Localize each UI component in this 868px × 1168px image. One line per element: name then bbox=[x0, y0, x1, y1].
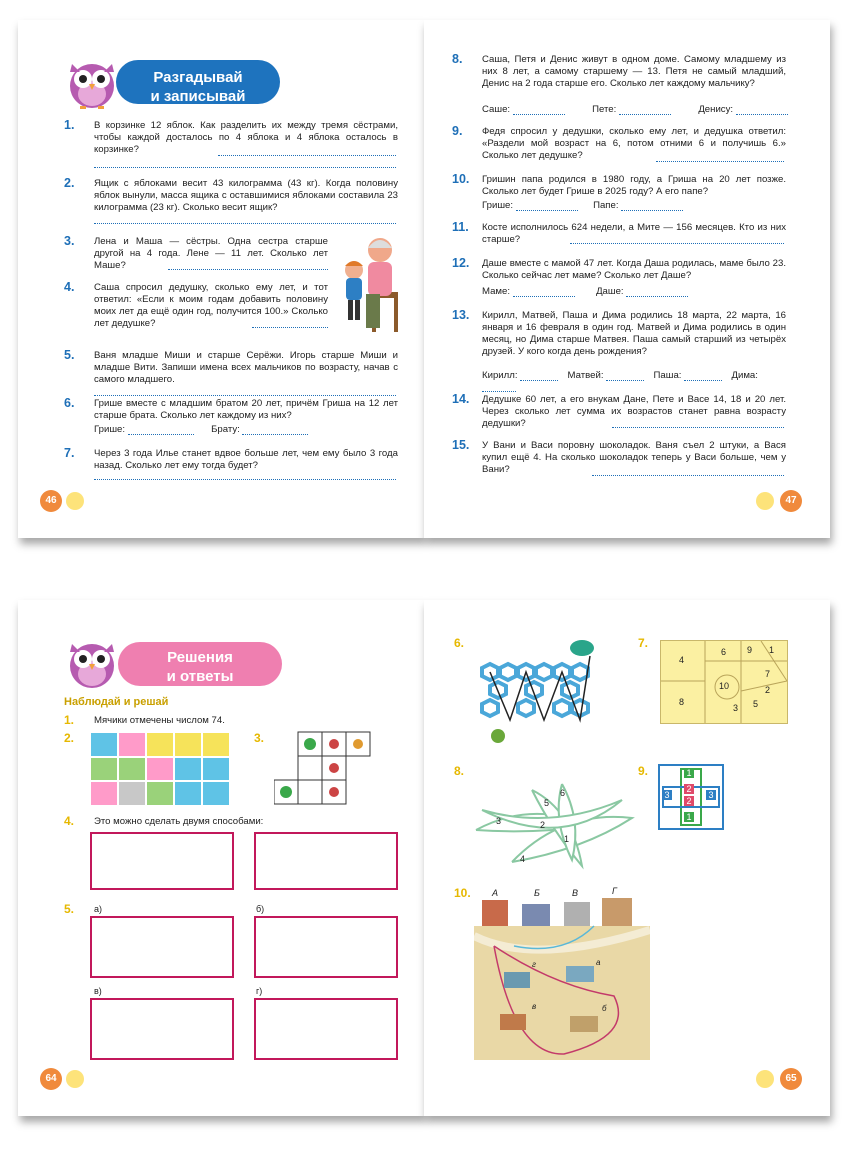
page-number: 46 bbox=[40, 490, 62, 512]
section-banner: Решения и ответы bbox=[118, 642, 282, 686]
answer-field[interactable] bbox=[684, 370, 722, 381]
map-label: В bbox=[572, 888, 579, 898]
leaf-figure bbox=[472, 770, 642, 870]
map-label: А bbox=[492, 888, 499, 898]
figure-number: 2 bbox=[684, 796, 694, 806]
problem-11: 11. Косте исполнилось 624 недели, а Мите — 156 месяцев. Кто из них старше? bbox=[452, 220, 786, 245]
figure-number: 2 bbox=[765, 685, 771, 695]
item-number: 1. bbox=[64, 713, 75, 727]
answer-text: Это можно сделать двумя способами: bbox=[94, 816, 264, 827]
answer-field[interactable] bbox=[606, 370, 644, 381]
figure-number: 3 bbox=[733, 703, 739, 713]
figure-number: 5 bbox=[753, 699, 759, 709]
map-label: в bbox=[532, 1002, 537, 1011]
sub-label: в) bbox=[94, 986, 102, 996]
figure-number: 3 bbox=[496, 816, 502, 826]
shape-puzzle-figure bbox=[660, 640, 788, 724]
figure-number: 4 bbox=[679, 655, 685, 665]
figure-number: 6 bbox=[721, 647, 727, 657]
answer-field[interactable] bbox=[520, 370, 558, 381]
square-figure bbox=[658, 764, 724, 830]
answer-line[interactable] bbox=[592, 474, 784, 476]
lightbulb-icon bbox=[66, 492, 84, 510]
problem-7: 7. Через 3 года Илье станет вдвое больше лет, чем ему было 3 года назад. Сколько лет ему тогда будет? bbox=[64, 446, 398, 471]
map-label: а bbox=[596, 958, 601, 967]
figure-number: 4 bbox=[520, 854, 526, 864]
answer-field[interactable] bbox=[621, 200, 683, 211]
answer-line[interactable] bbox=[168, 268, 328, 270]
sub-label: б) bbox=[256, 904, 265, 914]
book-page-65 bbox=[424, 600, 830, 1116]
answer-field[interactable] bbox=[516, 200, 578, 211]
lightbulb-icon bbox=[756, 492, 774, 510]
answer-field[interactable] bbox=[736, 104, 788, 115]
book-page-47 bbox=[424, 20, 830, 538]
map-label: г bbox=[532, 960, 536, 969]
answer-field[interactable] bbox=[128, 424, 194, 435]
figure-number: 10 bbox=[719, 681, 730, 691]
page-number: 47 bbox=[780, 490, 802, 512]
answer-line[interactable] bbox=[612, 426, 784, 428]
figure-number: 1 bbox=[684, 812, 694, 822]
lightbulb-icon bbox=[66, 1070, 84, 1088]
tile-figure bbox=[274, 730, 374, 810]
book-page-46 bbox=[18, 20, 424, 538]
problem-13: 13. Кирилл, Матвей, Паша и Дима родились 18 марта, 22 марта, 16 января и 16 февраля в один год. Матвей и Дима родились в один месяц, но Дима старше Матвея. Паша самый старший из четырёх друзей. У кого когда день рождения? bbox=[452, 308, 786, 357]
problem-9: 9. Федя спросил у дедушки, сколько ему лет, и дедушка ответил: «Раздели мой возраст на 6, потом отними 6 и получишь 6.» Сколько лет дедушке? bbox=[452, 124, 786, 161]
figure-number: 3 bbox=[662, 790, 672, 800]
answer-field[interactable] bbox=[626, 286, 688, 297]
problem-5: 5. Ваня младше Миши и старше Серёжи. Игорь старше Миши и младше Вити. Запиши имена всех мальчиков по возрасту, начав с самого младшего. bbox=[64, 348, 398, 385]
solution-box bbox=[254, 998, 398, 1060]
problem-3: 3. Лена и Маша — сёстры. Одна сестра старше другой на 4 года. Лене — 11 лет. Сколько лет Маше? bbox=[64, 234, 328, 271]
problem-14: 14. Дедушке 60 лет, а его внукам Дане, Пете и Васе 14, 18 и 20 лет. Через сколько лет сумма их возрастов станет равна возрасту дедушки? bbox=[452, 392, 786, 429]
answer-field[interactable] bbox=[513, 286, 575, 297]
answer-line[interactable] bbox=[570, 242, 784, 244]
figure-number: 1 bbox=[564, 834, 570, 844]
problem-4: 4. Саша спросил дедушку, сколько ему лет, и тот ответил: «Если к моим годам добавить половину моих лет да ещё один год, получится 100.» Сколько лет дедушке? bbox=[64, 280, 328, 329]
grandpa-illustration bbox=[336, 232, 408, 336]
solution-box bbox=[90, 832, 234, 890]
item-number: 2. bbox=[64, 731, 75, 745]
problem-6: 6. Грише вместе с младшим братом 20 лет, причём Гриша на 12 лет старше брата. Сколько лет каждому из них? bbox=[64, 396, 398, 421]
map-label: б bbox=[602, 1004, 607, 1013]
answer-row-p10: Грише: Папе: bbox=[482, 200, 742, 211]
answer-text: Мячики отмечены числом 74. bbox=[94, 715, 225, 726]
owl-icon bbox=[62, 54, 122, 115]
figure-number: 5 bbox=[544, 798, 550, 808]
answer-line[interactable] bbox=[656, 160, 784, 162]
problem-1: 1. В корзинке 12 яблок. Как разделить их между тремя сёстрами, чтобы каждой досталось по 4 яблока и 4 яблока осталось в корзинке? bbox=[64, 118, 398, 155]
answer-line[interactable] bbox=[94, 478, 396, 480]
item-number: 9. bbox=[638, 764, 649, 778]
solution-box bbox=[90, 998, 234, 1060]
hexagon-maze-figure bbox=[470, 636, 600, 746]
color-grid-figure bbox=[90, 732, 230, 806]
item-number: 10. bbox=[454, 886, 471, 900]
answer-line[interactable] bbox=[94, 222, 396, 224]
book-page-64 bbox=[18, 600, 424, 1116]
item-number: 8. bbox=[454, 764, 465, 778]
answer-field[interactable] bbox=[619, 104, 671, 115]
figure-number: 2 bbox=[540, 820, 546, 830]
lightbulb-icon bbox=[756, 1070, 774, 1088]
problem-12: 12. Даше вместе с мамой 47 лет. Когда Даша родилась, маме было 23. Сколько сейчас лет маме? Сколько лет Даше? bbox=[452, 256, 786, 281]
page-number: 64 bbox=[40, 1068, 62, 1090]
answer-line[interactable] bbox=[94, 394, 396, 396]
answer-line[interactable] bbox=[218, 154, 396, 156]
answer-row-p6: Грише: Брату: bbox=[94, 424, 394, 435]
problem-2: 2. Ящик с яблоками весит 43 килограмма (43 кг). Когда половину яблок вынули, масса ящика с оставшимися яблоками составила 23 килограмма (23 кг). Сколько весит ящик? bbox=[64, 176, 398, 213]
owl-icon bbox=[62, 634, 122, 695]
map-label: Б bbox=[534, 888, 540, 898]
figure-number: 1 bbox=[684, 768, 694, 778]
answer-row-p12: Маме: Даше: bbox=[482, 286, 772, 297]
problem-8: 8. Саша, Петя и Денис живут в одном доме. Самому младшему из них 8 лет, а самому старшему — 13. Петя не самый младший, Денис на 2 года старше его. Сколько лет каждому мальчику? bbox=[452, 52, 786, 89]
item-number: 5. bbox=[64, 902, 75, 916]
figure-number: 2 bbox=[684, 784, 694, 794]
figure-number: 8 bbox=[679, 697, 685, 707]
answer-row-p13: Кирилл: Матвей: Паша: Дима: bbox=[482, 370, 792, 392]
item-number: 7. bbox=[638, 636, 649, 650]
item-number: 6. bbox=[454, 636, 465, 650]
section-title: Наблюдай и решай bbox=[64, 696, 169, 708]
figure-number: 1 bbox=[769, 645, 775, 655]
answer-field[interactable] bbox=[482, 381, 516, 392]
item-number: 3. bbox=[254, 731, 265, 745]
answer-line[interactable] bbox=[94, 166, 396, 168]
answer-field[interactable] bbox=[513, 104, 565, 115]
figure-number: 6 bbox=[560, 788, 566, 798]
figure-number: 7 bbox=[765, 669, 771, 679]
solution-box bbox=[254, 916, 398, 978]
solution-box bbox=[90, 916, 234, 978]
sub-label: г) bbox=[256, 986, 263, 996]
answer-field[interactable] bbox=[242, 424, 308, 435]
problem-10: 10. Гришин папа родился в 1980 году, а Гриша на 20 лет позже. Сколько лет будет Грише в 2025 году? А его папе? bbox=[452, 172, 786, 197]
map-label: Г bbox=[612, 886, 617, 896]
solution-box bbox=[254, 832, 398, 890]
item-number: 4. bbox=[64, 814, 75, 828]
sub-label: а) bbox=[94, 904, 103, 914]
problem-15: 15. У Вани и Васи поровну шоколадок. Ваня съел 2 штуки, а Вася купил ещё 4. На сколько шоколадок теперь у Васи больше, чем у Вани? bbox=[452, 438, 786, 475]
page-number: 65 bbox=[780, 1068, 802, 1090]
map-figure bbox=[474, 886, 650, 1062]
answer-line[interactable] bbox=[252, 326, 328, 328]
figure-number: 3 bbox=[706, 790, 716, 800]
section-banner: Разгадывай и записывай bbox=[116, 60, 280, 104]
answer-row-p8: Саше: Пете: Денису: bbox=[482, 104, 792, 115]
figure-number: 9 bbox=[747, 645, 753, 655]
